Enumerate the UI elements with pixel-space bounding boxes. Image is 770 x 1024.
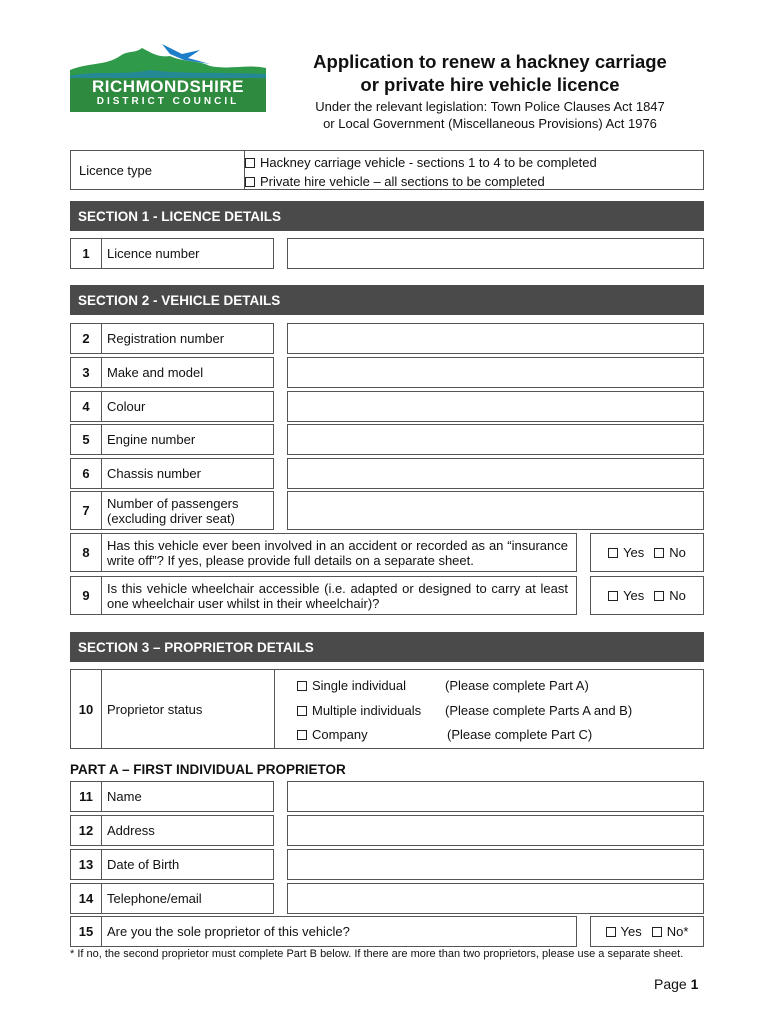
date-of-birth-label: Date of Birth (107, 857, 180, 872)
checkbox[interactable] (608, 591, 618, 601)
sole-proprietor-answer-box (590, 916, 704, 947)
proprietor-status-label: Proprietor status (107, 701, 203, 717)
section-2-header: SECTION 2 - VEHICLE DETAILS (70, 285, 704, 315)
wheelchair-no-option[interactable] (654, 588, 686, 603)
checkbox[interactable] (654, 548, 664, 558)
row-number: 10 (71, 670, 102, 748)
accident-question: Has this vehicle ever been involved in an accident or recorded as an “insurance write off”? If yes, please provide full details on a separate sheet. (107, 537, 568, 568)
row-number: 15 (71, 917, 102, 946)
row-11-label-box (70, 781, 274, 812)
row-9-question-box (70, 576, 577, 615)
no-label: No (669, 545, 686, 560)
row-number: 1 (71, 239, 102, 268)
engine-number-label: Engine number (107, 432, 196, 447)
option-label: Single individual (312, 678, 406, 693)
row-number: 9 (71, 577, 102, 614)
sole-proprietor-no-option[interactable] (652, 924, 689, 939)
date-of-birth-input[interactable] (287, 849, 704, 880)
row-6-label-box (70, 458, 274, 489)
footnote: * If no, the second proprietor must complete Part B below. If there are more than two proprietors, please use a separate sheet. (70, 948, 684, 960)
make-model-label: Make and model (107, 365, 204, 380)
row-5-label-box (70, 424, 274, 455)
page-title (280, 50, 700, 96)
wheelchair-yes-no (591, 577, 703, 614)
engine-number-input[interactable] (287, 424, 704, 455)
checkbox[interactable] (652, 927, 662, 937)
colour-label: Colour (107, 399, 146, 414)
checkbox[interactable] (297, 681, 307, 691)
row-13-label-box (70, 849, 274, 880)
row-3-label-box (70, 357, 274, 388)
licence-type-label: Licence type (71, 151, 245, 189)
accident-yes-option[interactable] (608, 545, 644, 560)
row-2-label-box (70, 323, 274, 354)
row-8-question-box (70, 533, 577, 572)
divider (274, 670, 275, 748)
logo-text-main: RICHMONDSHIRE (92, 77, 244, 96)
accident-no-option[interactable] (654, 545, 686, 560)
hackney-checkbox[interactable] (245, 158, 255, 168)
row-number: 14 (71, 884, 102, 913)
wheelchair-question: Is this vehicle wheelchair accessible (i.e. adapted or designed to carry at least one wheelchair user whilst in their wheelchair)? (107, 580, 568, 611)
row-number: 3 (71, 358, 102, 387)
accident-answer-box (590, 533, 704, 572)
hackney-option-label: Hackney carriage vehicle - sections 1 to 4 to be completed (260, 155, 597, 170)
checkbox[interactable] (297, 706, 307, 716)
registration-number-input[interactable] (287, 323, 704, 354)
yes-label: Yes (620, 924, 642, 939)
row-1-label-box (70, 238, 274, 269)
address-label: Address (107, 823, 155, 838)
option-label: Company (312, 727, 368, 742)
page-subtitle (280, 98, 700, 132)
section-3-header: SECTION 3 – PROPRIETOR DETAILS (70, 632, 704, 662)
passengers-label (107, 492, 269, 529)
row-number: 5 (71, 425, 102, 454)
company-option[interactable] (297, 727, 368, 742)
licence-number-input[interactable] (287, 238, 704, 269)
row-number: 6 (71, 459, 102, 488)
chassis-number-label: Chassis number (107, 466, 201, 481)
telephone-email-label: Telephone/email (107, 891, 202, 906)
row-number: 7 (71, 492, 102, 529)
telephone-email-input[interactable] (287, 883, 704, 914)
checkbox[interactable] (654, 591, 664, 601)
row-number: 8 (71, 534, 102, 571)
title-line-2: or private hire vehicle licence (360, 74, 620, 95)
no-label: No (669, 588, 686, 603)
multiple-individuals-note: (Please complete Parts A and B) (445, 703, 633, 718)
licence-number-label: Licence number (107, 246, 200, 261)
row-15-question-box (70, 916, 577, 947)
multiple-individuals-option[interactable] (297, 703, 421, 718)
row-number: 13 (71, 850, 102, 879)
address-input[interactable] (287, 815, 704, 846)
row-number: 11 (71, 782, 102, 811)
page-number (654, 976, 698, 992)
accident-yes-no (591, 534, 703, 571)
make-model-input[interactable] (287, 357, 704, 388)
subtitle-line-2: or Local Government (Miscellaneous Provisions) Act 1976 (323, 116, 657, 131)
colour-input[interactable] (287, 391, 704, 422)
sole-proprietor-yes-no (591, 917, 703, 946)
wheelchair-answer-box (590, 576, 704, 615)
licence-type-row (70, 150, 704, 190)
licence-option-private-hire[interactable] (245, 174, 545, 189)
company-note: (Please complete Part C) (447, 727, 593, 742)
row-14-label-box (70, 883, 274, 914)
row-7-label-box (70, 491, 274, 530)
licence-option-hackney[interactable] (245, 155, 597, 170)
passengers-input[interactable] (287, 491, 704, 530)
row-4-label-box (70, 391, 274, 422)
name-label: Name (107, 789, 142, 804)
checkbox[interactable] (297, 730, 307, 740)
subtitle-line-1: Under the relevant legislation: Town Police Clauses Act 1847 (315, 99, 665, 114)
registration-number-label: Registration number (107, 331, 225, 346)
council-logo (70, 42, 266, 112)
checkbox[interactable] (608, 548, 618, 558)
section-1-header: SECTION 1 - LICENCE DETAILS (70, 201, 704, 231)
wheelchair-yes-option[interactable] (608, 588, 644, 603)
private-hire-checkbox[interactable] (245, 177, 255, 187)
row-number: 4 (71, 392, 102, 421)
option-label: Multiple individuals (312, 703, 422, 718)
no-label: No* (666, 924, 689, 939)
part-a-title: PART A – FIRST INDIVIDUAL PROPRIETOR (70, 762, 346, 777)
proprietor-status-row (70, 669, 704, 749)
sole-proprietor-yes-option[interactable] (606, 924, 642, 939)
single-individual-note: (Please complete Part A) (445, 678, 589, 693)
checkbox[interactable] (606, 927, 616, 937)
title-line-1: Application to renew a hackney carriage (313, 51, 667, 72)
passengers-label-line-2: (excluding driver seat) (107, 510, 235, 526)
row-number: 12 (71, 816, 102, 845)
yes-label: Yes (623, 588, 645, 603)
page-number-value: 1 (690, 976, 699, 992)
passengers-label-line-1: Number of passengers (107, 495, 239, 511)
row-12-label-box (70, 815, 274, 846)
logo-text-sub: DISTRICT COUNCIL (96, 96, 240, 107)
page-label: Page (654, 976, 687, 992)
yes-label: Yes (623, 545, 645, 560)
sole-proprietor-question: Are you the sole proprietor of this vehicle? (107, 924, 350, 939)
row-number: 2 (71, 324, 102, 353)
single-individual-option[interactable] (297, 678, 406, 693)
chassis-number-input[interactable] (287, 458, 704, 489)
private-hire-option-label: Private hire vehicle – all sections to be completed (260, 174, 545, 189)
name-input[interactable] (287, 781, 704, 812)
